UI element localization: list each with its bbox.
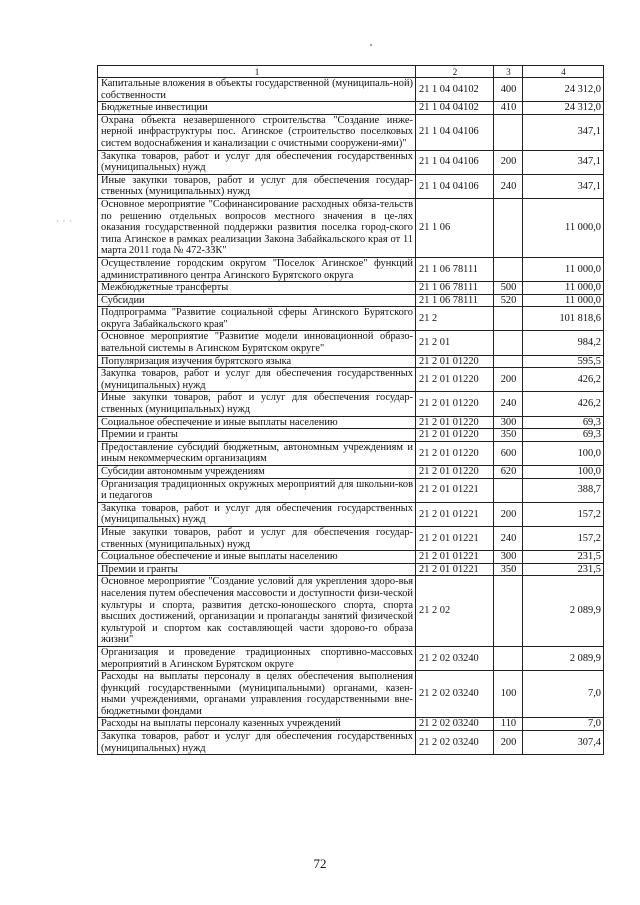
row-expense-type-cell <box>494 257 523 281</box>
table-row <box>98 78 604 102</box>
row-sum-cell: 426,2 <box>523 392 604 416</box>
row-code-cell: 21 1 04 04106 <box>416 150 494 174</box>
row-code-cell: 21 1 04 04102 <box>416 102 494 115</box>
row-expense-type-cell: 520 <box>494 294 523 307</box>
row-name-cell: Субсидии <box>98 294 416 307</box>
header-col-1: 1 <box>98 66 416 78</box>
row-name-cell: Закупка товаров, работ и услуг для обеспечения государственных (муниципальных) нужд <box>98 368 416 392</box>
row-code-cell: 21 2 01 <box>416 331 494 355</box>
row-name-cell: Иные закупки товаров, работ и услуг для обеспечения государ-ственных (муниципальных) нужд <box>98 526 416 550</box>
row-sum-cell: 388,7 <box>523 478 604 502</box>
row-sum-cell: 24 312,0 <box>523 102 604 115</box>
table-row <box>98 551 604 564</box>
table-row <box>98 416 604 429</box>
row-expense-type-cell: 350 <box>494 429 523 442</box>
row-code-cell: 21 2 02 03240 <box>416 646 494 670</box>
row-sum-cell: 69,3 <box>523 416 604 429</box>
row-code-cell: 21 2 01 01220 <box>416 441 494 465</box>
row-name-cell: Охрана объекта незавершенного строительства "Создание инже-нерной инфраструктуры пос. Агинское (строительство поселковых систем водоснабжения и канализации с очистными сооружени-ями)" <box>98 114 416 150</box>
row-name-cell: Основное мероприятие "Создание условий для укрепления здоро-вья населения путем обеспечения массовости и доступности физи-ческой культуры и спорта, развития детско-юношеского спорта, спорта высших достижений, организации и пропаганды занятий физической культурой и спортом как составляющей части здорово-го образа жизни" <box>98 576 416 647</box>
table-row <box>98 576 604 647</box>
header-col-2: 2 <box>416 66 494 78</box>
row-name-cell: Субсидии автономным учреждениям <box>98 466 416 479</box>
row-expense-type-cell <box>494 576 523 647</box>
row-expense-type-cell: 620 <box>494 466 523 479</box>
row-code-cell: 21 1 06 78111 <box>416 294 494 307</box>
table-row <box>98 257 604 281</box>
row-code-cell: 21 1 04 04102 <box>416 78 494 102</box>
row-expense-type-cell <box>494 355 523 368</box>
row-expense-type-cell: 300 <box>494 551 523 564</box>
row-sum-cell: 101 818,6 <box>523 307 604 331</box>
row-sum-cell: 347,1 <box>523 174 604 198</box>
row-name-cell: Закупка товаров, работ и услуг для обеспечения государственных (муниципальных) нужд <box>98 731 416 755</box>
row-code-cell: 21 1 06 <box>416 198 494 257</box>
row-sum-cell: 2 089,9 <box>523 646 604 670</box>
table-row <box>98 198 604 257</box>
row-name-cell: Социальное обеспечение и иные выплаты населению <box>98 551 416 564</box>
row-code-cell: 21 1 04 04106 <box>416 174 494 198</box>
row-expense-type-cell: 600 <box>494 441 523 465</box>
row-expense-type-cell <box>494 478 523 502</box>
row-code-cell: 21 2 01 01221 <box>416 502 494 526</box>
row-sum-cell: 24 312,0 <box>523 78 604 102</box>
row-code-cell: 21 2 <box>416 307 494 331</box>
row-sum-cell: 100,0 <box>523 441 604 465</box>
row-expense-type-cell: 110 <box>494 718 523 731</box>
row-expense-type-cell: 240 <box>494 174 523 198</box>
row-expense-type-cell: 350 <box>494 563 523 576</box>
row-code-cell: 21 2 01 01221 <box>416 526 494 550</box>
row-code-cell: 21 2 02 03240 <box>416 731 494 755</box>
row-code-cell: 21 2 01 01220 <box>416 416 494 429</box>
row-expense-type-cell: 200 <box>494 150 523 174</box>
row-code-cell: 21 2 02 03240 <box>416 671 494 718</box>
row-name-cell: Бюджетные инвестиции <box>98 102 416 115</box>
table-row <box>98 174 604 198</box>
row-sum-cell: 231,5 <box>523 551 604 564</box>
table-row <box>98 671 604 718</box>
table-row <box>98 368 604 392</box>
table-row <box>98 102 604 115</box>
table-row <box>98 150 604 174</box>
table-row <box>98 646 604 670</box>
row-name-cell: Иные закупки товаров, работ и услуг для обеспечения государ-ственных (муниципальных) нужд <box>98 174 416 198</box>
table-row <box>98 563 604 576</box>
row-sum-cell: 7,0 <box>523 671 604 718</box>
table-row <box>98 294 604 307</box>
row-sum-cell: 69,3 <box>523 429 604 442</box>
table-row <box>98 718 604 731</box>
table-row <box>98 466 604 479</box>
row-name-cell: Осуществление городским округом "Поселок Агинское" функций административного центра Агинского Бурятского округа <box>98 257 416 281</box>
row-code-cell: 21 2 01 01220 <box>416 429 494 442</box>
row-code-cell: 21 2 01 01220 <box>416 392 494 416</box>
row-expense-type-cell: 200 <box>494 368 523 392</box>
row-name-cell: Организация традиционных окружных мероприятий для школьни-ков и педагогов <box>98 478 416 502</box>
row-code-cell: 21 2 01 01220 <box>416 355 494 368</box>
row-expense-type-cell: 300 <box>494 416 523 429</box>
table-row <box>98 478 604 502</box>
row-expense-type-cell: 100 <box>494 671 523 718</box>
row-sum-cell: 307,4 <box>523 731 604 755</box>
row-code-cell: 21 1 06 78111 <box>416 282 494 295</box>
row-name-cell: Основное мероприятие "Развитие модели инновационной образо-вательной системы в Агинском Бурятском округе" <box>98 331 416 355</box>
row-expense-type-cell: 500 <box>494 282 523 295</box>
row-sum-cell: 11 000,0 <box>523 257 604 281</box>
row-sum-cell: 11 000,0 <box>523 282 604 295</box>
row-name-cell: Закупка товаров, работ и услуг для обеспечения государственных (муниципальных) нужд <box>98 502 416 526</box>
row-sum-cell: 347,1 <box>523 114 604 150</box>
table-header-row <box>98 66 604 78</box>
header-col-4: 4 <box>523 66 604 78</box>
row-name-cell: Межбюджетные трансферты <box>98 282 416 295</box>
row-code-cell: 21 2 01 01221 <box>416 563 494 576</box>
row-code-cell: 21 2 01 01220 <box>416 466 494 479</box>
row-expense-type-cell <box>494 646 523 670</box>
row-name-cell: Премии и гранты <box>98 429 416 442</box>
budget-table <box>97 65 604 755</box>
row-sum-cell: 231,5 <box>523 563 604 576</box>
row-expense-type-cell <box>494 114 523 150</box>
row-name-cell: Организация и проведение традиционных спортивно-массовых мероприятий в Агинском Бурятском округе <box>98 646 416 670</box>
row-name-cell: Подпрограмма "Развитие социальной сферы Агинского Бурятского округа Забайкальского края" <box>98 307 416 331</box>
row-code-cell: 21 2 01 01221 <box>416 478 494 502</box>
row-expense-type-cell: 400 <box>494 78 523 102</box>
row-name-cell: Капитальные вложения в объекты государственной (муниципаль-ной) собственности <box>98 78 416 102</box>
row-name-cell: Закупка товаров, работ и услуг для обеспечения государственных (муниципальных) нужд <box>98 150 416 174</box>
row-expense-type-cell: 240 <box>494 392 523 416</box>
table-row <box>98 429 604 442</box>
row-sum-cell: 157,2 <box>523 502 604 526</box>
row-name-cell: Социальное обеспечение и иные выплаты населению <box>98 416 416 429</box>
row-sum-cell: 426,2 <box>523 368 604 392</box>
table-row <box>98 392 604 416</box>
scan-speck <box>370 44 372 46</box>
row-sum-cell: 11 000,0 <box>523 198 604 257</box>
row-name-cell: Иные закупки товаров, работ и услуг для обеспечения государ-ственных (муниципальных) нужд <box>98 392 416 416</box>
row-code-cell: 21 2 01 01220 <box>416 368 494 392</box>
row-name-cell: Популяризация изучения бурятского языка <box>98 355 416 368</box>
row-name-cell: Премии и гранты <box>98 563 416 576</box>
row-code-cell: 21 2 01 01221 <box>416 551 494 564</box>
table-row <box>98 441 604 465</box>
table-row <box>98 331 604 355</box>
row-code-cell: 21 2 02 <box>416 576 494 647</box>
table-row <box>98 502 604 526</box>
row-sum-cell: 347,1 <box>523 150 604 174</box>
table-row <box>98 731 604 755</box>
row-code-cell: 21 1 04 04106 <box>416 114 494 150</box>
row-sum-cell: 100,0 <box>523 466 604 479</box>
row-sum-cell: 7,0 <box>523 718 604 731</box>
page-number: 72 <box>313 856 327 871</box>
row-code-cell: 21 1 06 78111 <box>416 257 494 281</box>
row-sum-cell: 11 000,0 <box>523 294 604 307</box>
row-expense-type-cell: 200 <box>494 502 523 526</box>
row-code-cell: 21 2 02 03240 <box>416 718 494 731</box>
budget-table-body <box>98 66 604 755</box>
row-expense-type-cell: 410 <box>494 102 523 115</box>
table-row <box>98 307 604 331</box>
table-row <box>98 114 604 150</box>
table-row <box>98 355 604 368</box>
row-expense-type-cell <box>494 331 523 355</box>
row-sum-cell: 2 089,9 <box>523 576 604 647</box>
scan-margin-marks: · · · <box>56 217 73 226</box>
row-expense-type-cell <box>494 198 523 257</box>
row-name-cell: Основное мероприятие "Софинансирование расходных обяза-тельств по решению отдельных вопросов местного значения в це-лях оказания государственной поддержки развития поселка город-ского типа Агинское в рамках реализации Закона Забайкальского края от 11 марта 2011 года № 472-ЗЗК" <box>98 198 416 257</box>
table-row <box>98 282 604 295</box>
table-row <box>98 526 604 550</box>
row-name-cell: Предоставление субсидий бюджетным, автономным учреждениям и иным некоммерческим организациям <box>98 441 416 465</box>
row-expense-type-cell <box>494 307 523 331</box>
header-col-3: 3 <box>494 66 523 78</box>
row-expense-type-cell: 240 <box>494 526 523 550</box>
row-sum-cell: 595,5 <box>523 355 604 368</box>
row-expense-type-cell: 200 <box>494 731 523 755</box>
row-sum-cell: 157,2 <box>523 526 604 550</box>
row-sum-cell: 984,2 <box>523 331 604 355</box>
row-name-cell: Расходы на выплаты персоналу в целях обеспечения выполнения функций государственными (муниципальными) органами, казен-ными учреждениями, органами управления государственными вне-бюджетными фондами <box>98 671 416 718</box>
row-name-cell: Расходы на выплаты персоналу казенных учреждений <box>98 718 416 731</box>
